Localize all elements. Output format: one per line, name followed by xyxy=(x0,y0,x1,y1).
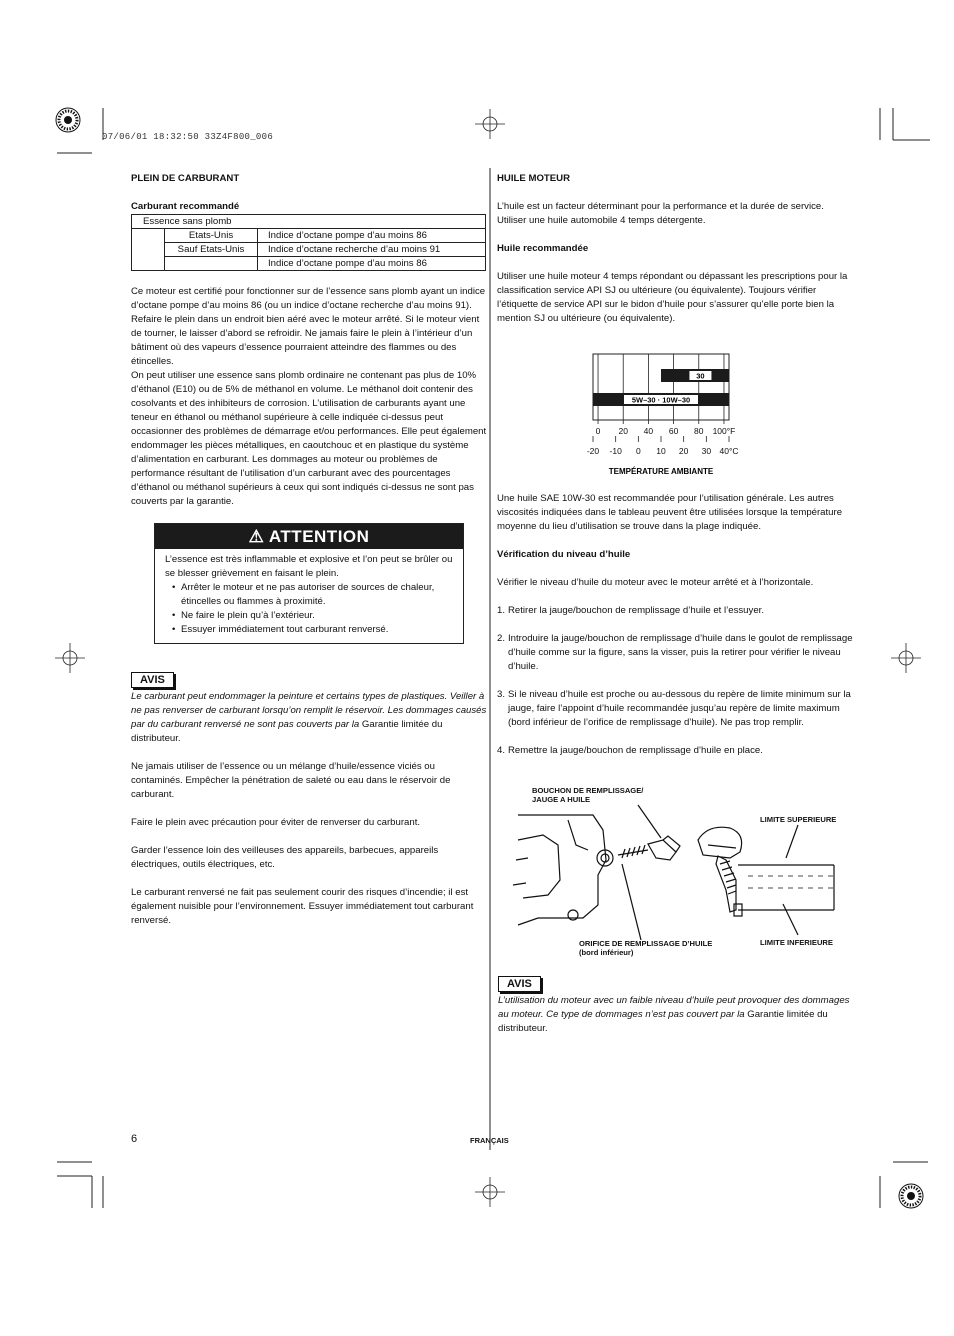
fig-label: ORIFICE DE REMPLISSAGE D’HUILE xyxy=(579,939,713,948)
avis-badge: AVIS xyxy=(131,672,174,688)
page-number: 6 xyxy=(131,1133,138,1145)
warning-bullet: • Arrêter le moteur et ne pas autoriser de sources de chaleur, étincelles ou flammes à proximité. xyxy=(181,581,453,609)
warning-triangle-icon: ⚠ xyxy=(248,527,265,546)
fuel-cell: Etats-Unis xyxy=(165,229,258,243)
chart-bar-label: 5W​–30 · 10W​–30 xyxy=(631,395,691,405)
subtitle-oil-check: Vérification du niveau d’huile xyxy=(497,549,631,560)
paragraph: Le carburant renversé ne fait pas seulement courir des risques d’incendie; il est également nuisible pour l’environnement. Essuyer immédiatement tout carburant renversé. xyxy=(131,887,474,926)
step-text: Remettre la jauge/bouchon de remplissage d’huile en place. xyxy=(508,745,763,756)
step-number: 1. xyxy=(497,605,506,616)
warning-bullet: • Essuyer immédiatement tout carburant renversé. xyxy=(181,623,453,637)
fig-label: (bord inférieur) xyxy=(579,948,634,957)
section-title-fuel: PLEIN DE CARBURANT xyxy=(131,173,240,184)
paragraph: Une huile SAE 10W-30 est recommandée pour l’utilisation générale. Les autres viscosités indiquées dans le tableau peuvent être utilisées lorsque la température moyenne du lieu d’utilisation se trouve dans la plage indiquée. xyxy=(497,493,843,532)
paragraph: On peut utiliser une essence sans plomb ordinaire ne contenant pas plus de 10% d’éthanol (E10) ou de 5% de méthanol en volume. Le méthanol doit contenir des cosolvants et des inhibiteurs de corrosion. L’utilisation de carburants ayant une teneur en éthanol ou méthanol supérieure à celle indiquée ci-dessus peut occasionner des problèmes de démarrage et/ou performances. Elle peut également endommager les pièces métalliques, en caoutchouc et en plastique du système d’alimentation en carburant. Les dommages au moteur ou problèmes de performance résultant de l’utilisation d’un carburant avec des pourcentages d’éthanol ou méthanol supérieurs à ceux qui sont indiqués ci-dessus ne sont pas couverts par la garantie. xyxy=(131,370,487,507)
avis-text: Le carburant peut endommager la peinture et certains types de plastiques. Veiller à ne pas renverser de carburant lorsqu’on remplit le réservoir. Les dommages causés par du carburant renversé ne sont pas couverts par la xyxy=(131,691,487,730)
step-text: Retirer la jauge/bouchon de remplissage d’huile et l’essuyer. xyxy=(508,605,764,616)
warning-text: L’essence est très inflammable et explosive et l’on peut se brûler ou se blesser grièvement en faisant le plein. xyxy=(165,554,453,579)
print-stamp: 07/06/01 18:32:50 33Z4F800_006 xyxy=(102,132,274,142)
subtitle-recommended-oil: Huile recommandée xyxy=(497,243,589,254)
chart-tick-f: 0 xyxy=(595,426,601,436)
fig-label-orifice xyxy=(579,939,712,957)
chart-tick-c: 30 xyxy=(701,446,712,456)
fig-label: JAUGE A HUILE xyxy=(532,795,591,804)
paragraph: Vérifier le niveau d’huile du moteur avec le moteur arrêté et à l’horizontale. xyxy=(497,577,814,588)
left-column xyxy=(131,172,487,928)
step-item xyxy=(497,604,855,618)
step-text: Si le niveau d’huile est proche ou au-dessous du repère de limite minimum sur la jauge, faire l’appoint d’huile recommandée jusqu’au repère de limite maximum (bord inférieur de l’orifice de remplissage d’huile). Ne pas trop remplir. xyxy=(508,689,851,728)
chart-tick-c: 40°C xyxy=(719,446,739,456)
fuel-cell: Indice d’octane pompe d’au moins 86 xyxy=(258,257,486,271)
warning-title: ATTENTION xyxy=(268,527,370,546)
chart-tick-f: 20 xyxy=(618,426,628,436)
step-item xyxy=(497,688,855,730)
fuel-table xyxy=(131,214,486,271)
paragraph: L’huile est un facteur déterminant pour la performance et la durée de service. Utiliser une huile automobile 4 temps détergente. xyxy=(497,201,824,226)
fuel-row-unleaded: Essence sans plomb xyxy=(132,215,486,229)
fuel-cell: Indice d’octane pompe d’au moins 86 xyxy=(258,229,486,243)
step-number: 2. xyxy=(497,633,506,644)
chart-tick-f: 60 xyxy=(668,426,679,436)
subtitle-recommended-fuel: Carburant recommandé xyxy=(131,201,240,212)
paragraph: Refaire le plein dans un endroit bien aéré avec le moteur arrêté. Si le moteur vient de tourner, le laisser d’abord se refroidir. Ne jamais faire le plein à l’intérieur d’un bâtiment où des vapeurs d’essence pourraient atteindre des flammes ou des étincelles. xyxy=(131,314,480,367)
avis-badge: AVIS xyxy=(498,976,541,992)
fuel-cell: Indice d’octane recherche d’au moins 91 xyxy=(258,243,486,257)
fig-label: BOUCHON DE REMPLISSAGE/ xyxy=(532,786,644,795)
avis-text: L’utilisation du moteur avec un faible niveau d’huile peut provoquer des dommages au moteur. Ce type de dommages n’est pas couvert par la xyxy=(498,995,850,1020)
paragraph: Ne jamais utiliser de l’essence ou un mélange d’huile/essence viciés ou contaminés. Empêcher la pénétration de saleté ou eau dans le réservoir de carburant. xyxy=(131,761,451,800)
chart-caption: TEMPÉRATURE AMBIANTE xyxy=(608,467,714,476)
language-label: FRANÇAIS xyxy=(470,1136,509,1145)
chart-frame xyxy=(593,354,729,420)
section-title-oil: HUILE MOTEUR xyxy=(497,173,571,184)
chart-tick-c: -20 xyxy=(586,446,600,456)
chart-tick-c: 10 xyxy=(656,446,666,456)
paragraph: Faire le plein avec précaution pour éviter de renverser du carburant. xyxy=(131,817,421,828)
chart-tick-c: 0 xyxy=(635,446,641,456)
right-column xyxy=(497,172,855,326)
chart-tick-f: 100°F xyxy=(712,426,736,436)
right-column-cont xyxy=(497,492,855,772)
fig-label-lower: LIMITE INFERIEURE xyxy=(760,938,833,947)
step-item xyxy=(497,632,855,674)
chart-tick-c: -10 xyxy=(609,446,622,456)
step-text: Introduire la jauge/bouchon de remplissage d’huile dans le goulot de remplissage d’huile comme sur la figure, sans la visser, puis la retirer pour vérifier le niveau d’huile. xyxy=(508,633,853,672)
avis-text-plain: Garantie limitée du distributeur. xyxy=(131,719,443,744)
fig-label-upper: LIMITE SUPERIEURE xyxy=(760,815,837,824)
chart-tick-c: 20 xyxy=(678,446,689,456)
viscosity-chart xyxy=(578,350,778,480)
fuel-cell: Sauf Etats-Unis xyxy=(165,243,258,257)
chart-tick-f: 40 xyxy=(643,426,654,436)
step-number: 4. xyxy=(497,745,506,756)
dipstick-illustration xyxy=(498,800,843,940)
chart-tick-f: 80 xyxy=(694,426,704,436)
paragraph: Garder l’essence loin des veilleuses des appareils, barbecues, appareils électriques, outils électriques, etc. xyxy=(131,845,439,870)
avis-text-plain: Garantie limitée du distributeur. xyxy=(498,1009,828,1034)
step-item xyxy=(497,744,855,758)
paragraph: Utiliser une huile moteur 4 temps répondant ou dépassant les prescriptions pour la classification service API SJ ou ultérieure (ou équivalente). Toujours vérifier l’étiquette de service API sur le bidon d’huile pour s’assurer qu’elle porte bien la mention SJ ou ultérieure (ou équivalente). xyxy=(497,271,848,324)
warning-header xyxy=(155,524,463,549)
warning-bullet: • Ne faire le plein qu’à l’extérieur. xyxy=(181,609,453,623)
chart-bar-label: 30 xyxy=(696,371,705,381)
avis-block-right xyxy=(498,976,856,1036)
warning-box xyxy=(154,523,464,644)
paragraph: Ce moteur est certifié pour fonctionner sur de l’essence sans plomb ayant un indice d’octane pompe d’au moins 86 (ou un indice d’octane recherche d’au moins 91). xyxy=(131,286,486,311)
step-number: 3. xyxy=(497,689,506,700)
